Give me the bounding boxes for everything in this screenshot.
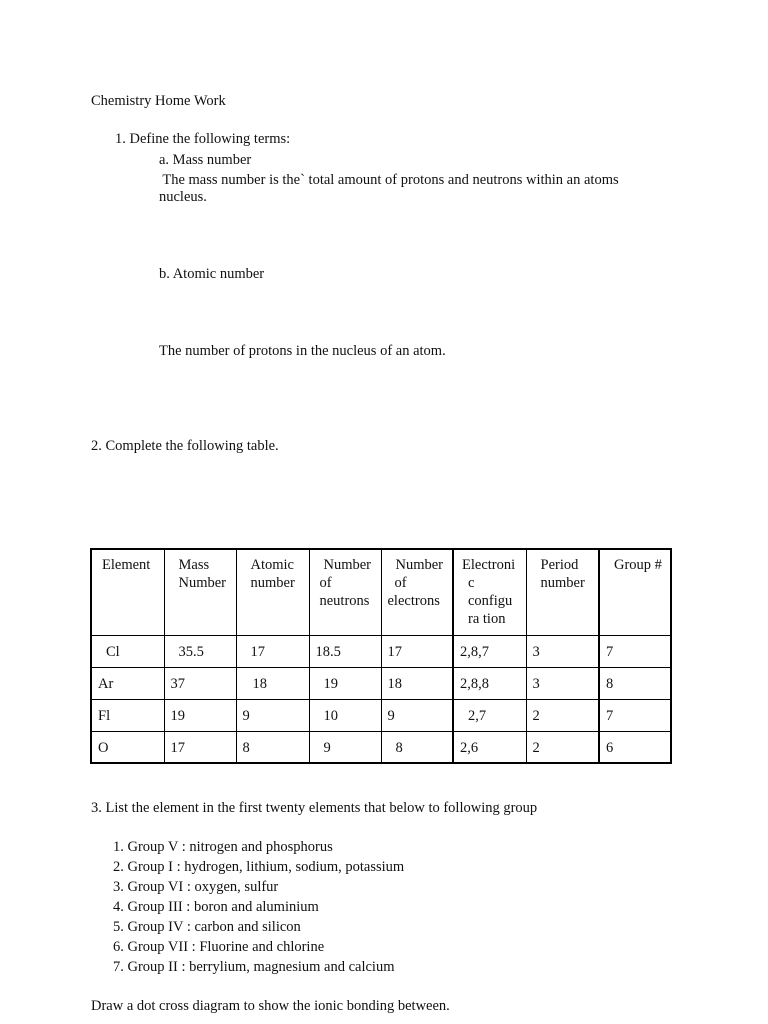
table-cell: 3 xyxy=(526,635,599,667)
table-cell: 9 xyxy=(309,731,381,763)
element-table xyxy=(90,548,672,764)
table-cell: 17 xyxy=(164,731,236,763)
header-element: Element xyxy=(91,549,164,635)
table-cell: Fl xyxy=(91,699,164,731)
table-cell: 37 xyxy=(164,667,236,699)
table-cell: 19 xyxy=(309,667,381,699)
table-cell: 8 xyxy=(236,731,309,763)
list-item: 3. Group VI : oxygen, sulfur xyxy=(113,879,279,895)
table-cell: 35.5 xyxy=(164,635,236,667)
table-cell: Cl xyxy=(91,635,164,667)
table-cell: 9 xyxy=(236,699,309,731)
table-cell: 8 xyxy=(599,667,671,699)
header-group: Group # xyxy=(599,549,671,635)
q2-heading: 2. Complete the following table. xyxy=(91,438,279,454)
table-cell: 2,8,7 xyxy=(453,635,526,667)
list-item: 6. Group VII : Fluorine and chlorine xyxy=(113,939,325,955)
table-cell: 8 xyxy=(381,731,453,763)
header-electronic-configuration: Electroni c configu ra tion xyxy=(453,549,526,635)
page-title: Chemistry Home Work xyxy=(91,93,226,109)
group-list xyxy=(113,837,404,977)
table-cell: 6 xyxy=(599,731,671,763)
header-period-number: Period number xyxy=(526,549,599,635)
table-cell: 2,7 xyxy=(453,699,526,731)
footer-instruction: Draw a dot cross diagram to show the ionic bonding between. xyxy=(91,998,450,1014)
table-cell: 18 xyxy=(381,667,453,699)
table-cell: 18 xyxy=(236,667,309,699)
table-cell: 2 xyxy=(526,731,599,763)
table-cell: 2,6 xyxy=(453,731,526,763)
header-neutrons: Number of neutrons xyxy=(309,549,381,635)
table-cell: Ar xyxy=(91,667,164,699)
table-cell: 18.5 xyxy=(309,635,381,667)
table-cell: 3 xyxy=(526,667,599,699)
header-atomic-number: Atomic number xyxy=(236,549,309,635)
header-electrons: Number of electrons xyxy=(381,549,453,635)
q1-b-label: b. Atomic number xyxy=(159,266,265,282)
list-item: 7. Group II : berrylium, magnesium and calcium xyxy=(113,959,395,975)
table-row xyxy=(91,699,671,731)
q1-a-answer-line1: The mass number is the` total amount of protons and neutrons within an atoms xyxy=(159,172,619,188)
list-item: 5. Group IV : carbon and silicon xyxy=(113,919,301,935)
table-row xyxy=(91,667,671,699)
table-cell: 7 xyxy=(599,699,671,731)
table-cell: 2 xyxy=(526,699,599,731)
q3-heading: 3. List the element in the first twenty elements that below to following group xyxy=(91,800,538,816)
table-cell: O xyxy=(91,731,164,763)
q1-a-answer-line2: nucleus. xyxy=(159,189,207,205)
q1-a-label: a. Mass number xyxy=(159,152,252,168)
header-mass-number: Mass Number xyxy=(164,549,236,635)
table-cell: 19 xyxy=(164,699,236,731)
table-cell: 9 xyxy=(381,699,453,731)
q1-b-answer: The number of protons in the nucleus of an atom. xyxy=(159,343,446,359)
list-item: 1. Group V : nitrogen and phosphorus xyxy=(113,839,333,855)
table-cell: 7 xyxy=(599,635,671,667)
table-header-row xyxy=(91,549,671,635)
table-cell: 10 xyxy=(309,699,381,731)
table-cell: 2,8,8 xyxy=(453,667,526,699)
table-cell: 17 xyxy=(381,635,453,667)
table-row xyxy=(91,731,671,763)
q1-heading: 1. Define the following terms: xyxy=(115,131,291,147)
list-item: 4. Group III : boron and aluminium xyxy=(113,899,319,915)
table-row xyxy=(91,635,671,667)
list-item: 2. Group I : hydrogen, lithium, sodium, potassium xyxy=(113,859,405,875)
table-cell: 17 xyxy=(236,635,309,667)
